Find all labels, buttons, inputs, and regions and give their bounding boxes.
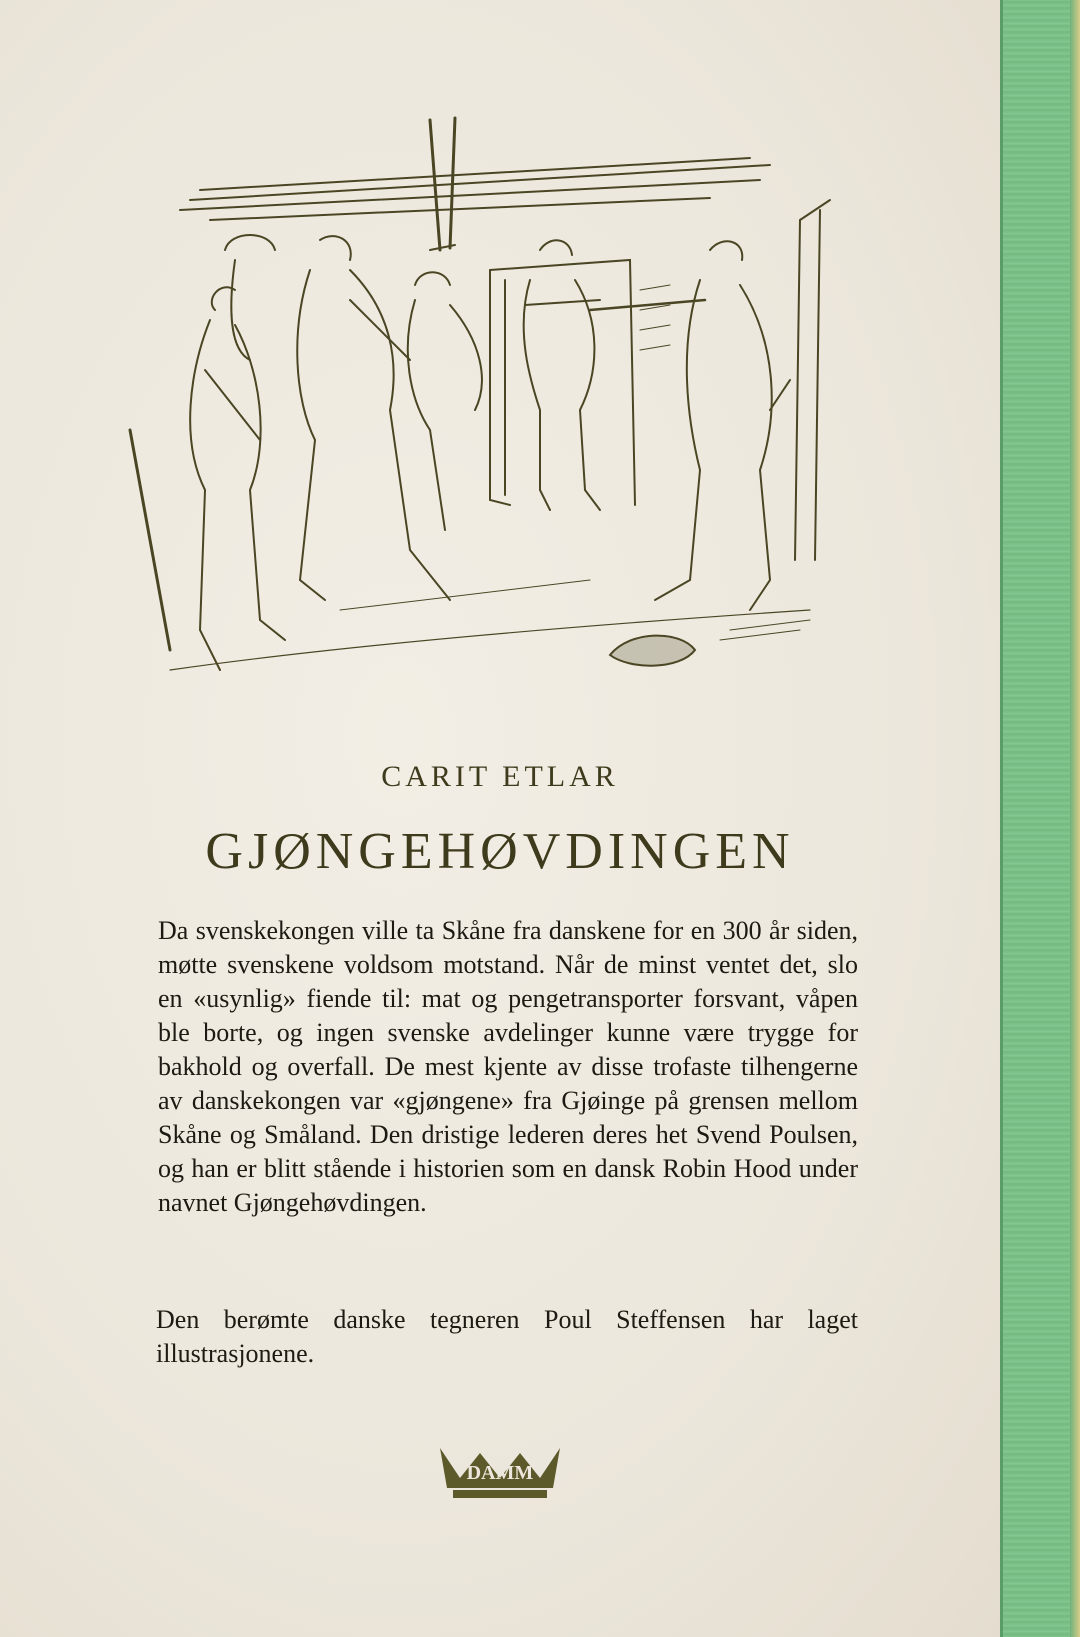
illustrator-credit: Den berømte danske tegneren Poul Steffensen har laget illustrasjonene. [156, 1305, 858, 1368]
blurb-paragraph: Da svenskekongen ville ta Skåne fra danskene for en 300 år siden, møtte svenskene voldsom motstand. Når de minst ventet det, slo en «usynlig» fiende til: mat og pengetransporter forsvant, våpen ble borte, og ingen svenske avdelinger kunne være trygge for bakhold og overfall. De mest kjente av disse trofaste tilhengerne av danskekongen var «gjøngene» fra Gjøinge på grensen mellom Skåne og Småland. Den dristige lederen deres het Svend Poulsen, og han er blitt stående i historien som en dansk Robin Hood under navnet Gjøngehøvdingen. [158, 916, 858, 1217]
book-title: GJØNGEHØVDINGEN [205, 823, 795, 880]
publisher-logo [435, 1433, 565, 1503]
cover-illustration [110, 110, 880, 730]
green-spine-edge [1000, 0, 1080, 1637]
damm-crown-logo-icon [435, 1433, 565, 1503]
ink-drawing-scene [110, 110, 880, 730]
publisher-logo-text: DAMM [466, 1462, 534, 1484]
author-name: CARIT ETLAR [381, 760, 619, 793]
